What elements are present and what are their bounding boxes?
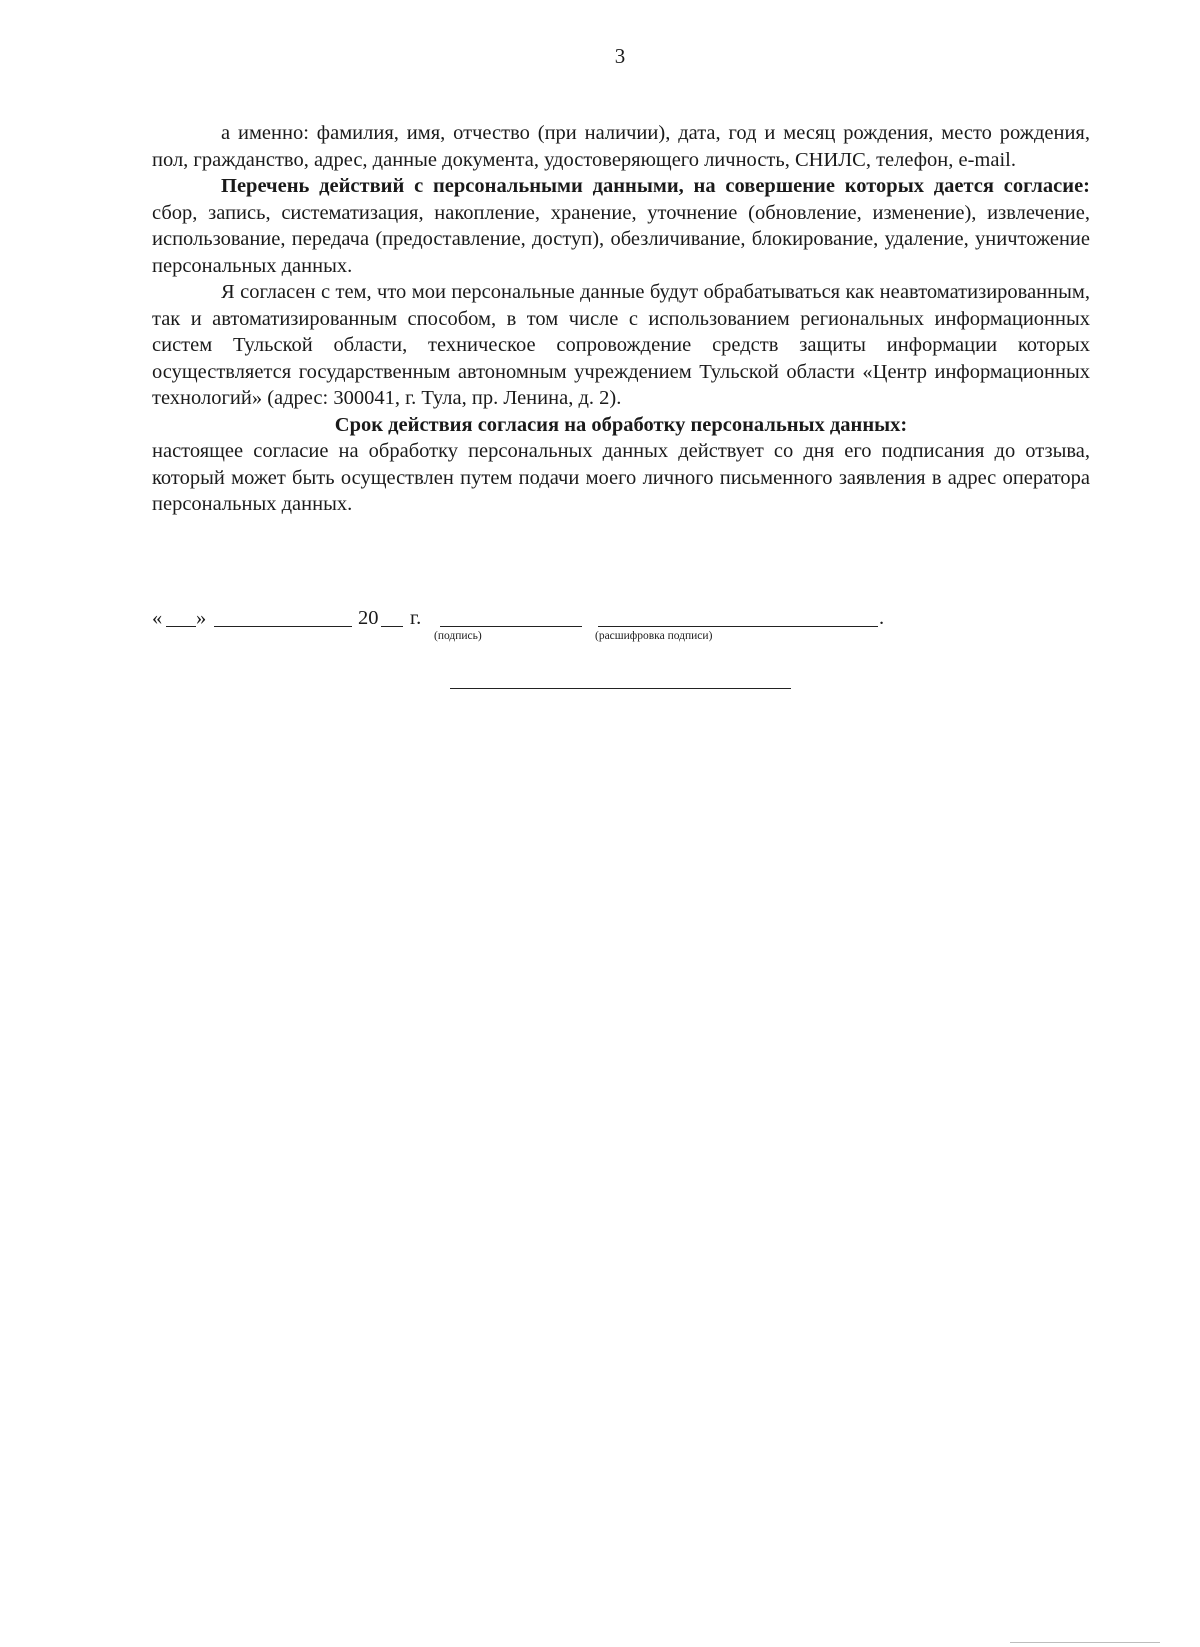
document-body	[152, 120, 1090, 518]
actions-list-paragraph	[152, 173, 1090, 279]
year-suffix: г.	[410, 607, 422, 629]
personal-data-list-paragraph: а именно: фамилия, имя, отчество (при наличии), дата, год и месяц рождения, место рождения, пол, гражданство, адрес, данные документа, удостоверяющего личность, СНИЛС, телефон, e-mail.	[152, 122, 1090, 171]
day-blank[interactable]	[166, 626, 196, 627]
consent-term-heading: Срок действия согласия на обработку персональных данных:	[334, 413, 908, 436]
processing-method-paragraph: Я согласен с тем, что мои персональные данные будут обрабатываться как неавтоматизированным, так и автоматизированным способом, в том числе с использованием региональных информационных систем Тульской области, техническое сопровождение средств защиты информации которых осуществляется государственным автономным учреждением Тульской области «Центр информационных технологий» (адрес: 300041, г. Тула, пр. Ленина, д. 2).	[152, 281, 1090, 409]
signature-blank[interactable]	[440, 626, 582, 627]
signature-decoding-caption: (расшифровка подписи)	[595, 630, 713, 642]
signature-row	[152, 606, 1152, 646]
date-quote-open: «	[152, 607, 163, 629]
row-end-period: .	[879, 607, 885, 629]
date-quote-close: »	[196, 607, 207, 629]
year-blank[interactable]	[381, 626, 403, 627]
separator-line	[450, 688, 791, 689]
signature-decoding-blank[interactable]	[598, 626, 878, 627]
consent-term-paragraph: настоящее согласие на обработку персональных данных действует со дня его подписания до отзыва, который может быть осуществлен путем подачи моего личного письменного заявления в адрес оператора персональных данных.	[152, 440, 1090, 515]
signature-caption: (подпись)	[434, 630, 482, 642]
year-prefix: 20	[358, 607, 379, 629]
scan-edge-line	[1010, 1642, 1160, 1643]
actions-list-text: сбор, запись, систематизация, накопление, хранение, уточнение (обновление, изменение), извлечение, использование, передача (предоставление, доступ), обезличивание, блокирование, удаление, уничтожение персональных данных.	[152, 201, 1090, 277]
actions-list-heading: Перечень действий с персональными данными, на совершение которых дается согласие:	[221, 175, 1090, 197]
page-number: 3	[614, 44, 626, 68]
month-blank[interactable]	[214, 626, 352, 627]
